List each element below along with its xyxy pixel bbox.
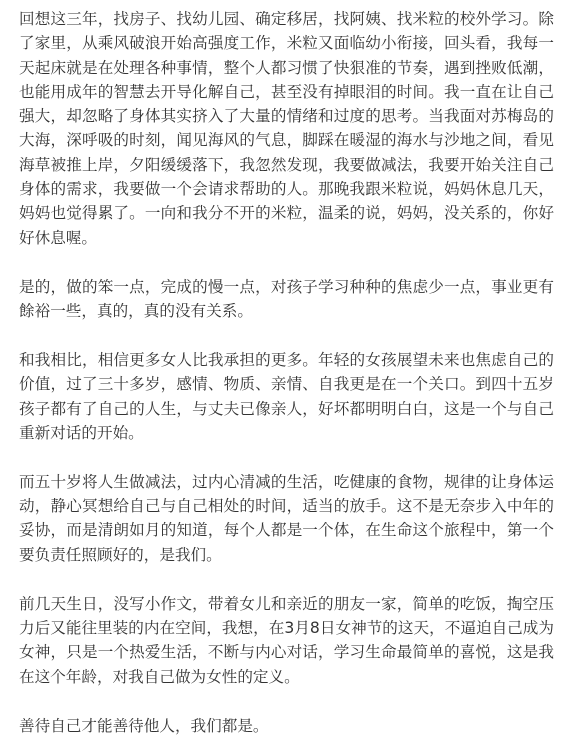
paragraph-slow-down: 是的，做的笨一点，完成的慢一点，对孩子学习种种的焦虑少一点，事业更有餘裕一些，真的，真的没有关系。: [19, 277, 554, 320]
paragraph-reflection: 回想这三年，找房子、找幼儿园、确定移居，找阿姨、找米粒的校外学习。除了家里，从乘风破浪开始高强度工作，米粒又面临幼小衔接，回头看，我每一天起床就是在处理各种事情，整个人都习惯了快狠准的节奏，遇到挫败低潮，也能用成年的智慧去开导化解自己，甚至没有掉眼泪的时间。我一直在让自己强大，却忽略了身体其实挤入了大量的情绪和过度的思考。当我面对苏梅岛的大海，深呼吸的时刻，闻见海风的气息，脚踩在暖湿的海水与沙地之间，看见海草被推上岸，夕阳缓缓落下，我忽然发现，我要做减法，我要开始关注自己身体的需求，我要做一个会请求帮助的人。那晚我跟米粒说，妈妈休息几天，妈妈也觉得累了。一向和我分不开的米粒，温柔的说，妈妈，没关系的，你好好休息喔。: [19, 10, 554, 247]
paragraph-closing: 善待自己才能善待他人，我们都是。: [19, 716, 269, 735]
paragraph-birthday: 前几天生日，没写小作文，带着女儿和亲近的朋友一家，简单的吃饭，掏空压力后又能往里装的内在空间，我想，在3月8日女神节的这天，不逼迫自己成为女神，只是一个热爱生活，不断与内心对话，学习生命最简单的喜悦，这是我在这个年龄，对我自己做为女性的定义。: [19, 594, 554, 686]
paragraph-fifty-subtraction: 而五十岁将人生做减法，过内心清减的生活，吃健康的食物，规律的让身体运动，静心冥想给自己与自己相处的时间，适当的放手。这不是无奈步入中年的妥协，而是清朗如月的知道，每个人都是一个体，在生命这个旅程中，第一个要负责任照顾好的，是我们。: [19, 472, 554, 564]
article-body: [19, 7, 554, 738]
paragraph-women-burden: 和我相比，相信更多女人比我承担的更多。年轻的女孩展望未来也焦虑自己的价值，过了三十多岁，感情、物质、亲情、自我更是在一个关口。到四十五岁孩子都有了自己的人生，与丈夫已像亲人，好坏都明明白白，这是一个与自己重新对话的开始。: [19, 350, 554, 442]
